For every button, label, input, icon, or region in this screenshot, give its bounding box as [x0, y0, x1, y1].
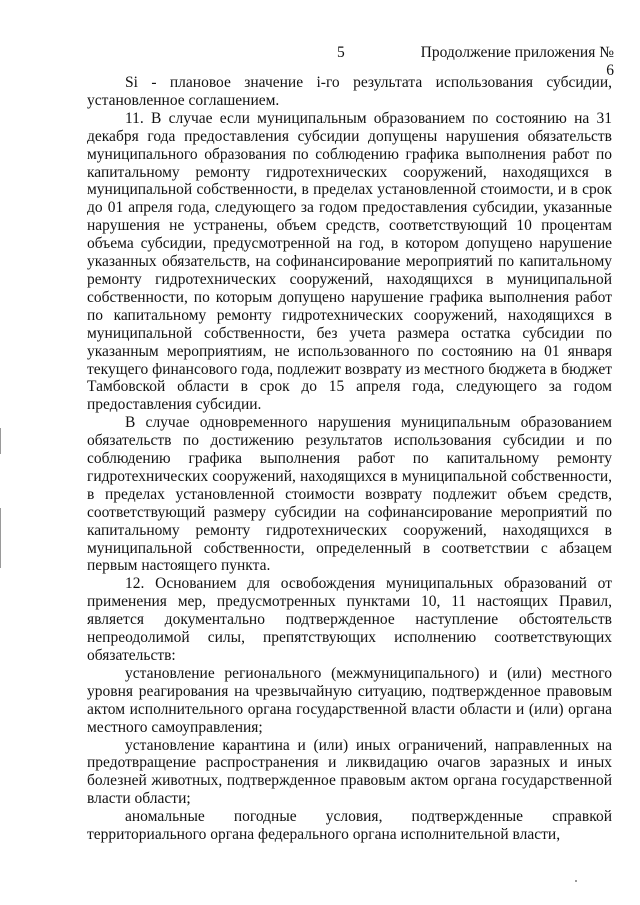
document-body — [87, 74, 612, 844]
paragraph-formula-definition: Si - плановое значение i-го результата использования субсидии, установленное соглашением. — [87, 74, 612, 109]
page-number: 5 — [337, 44, 345, 61]
paragraph-clause-12: 12. Основанием для освобождения муниципальных образований от применения мер, предусмотренных пунктами 10, 11 настоящих Правил, является документально подтвержденное наступление обстоятельств непреодолимой силы, препятствующих исполнению соответствующих обязательств: — [87, 575, 612, 664]
paragraph-quarantine: установление карантина и (или) иных ограничений, направленных на предотвращение распространения и ликвидацию очагов заразных и иных болезней животных, подтвержденное правовым актом органа государственной власти области; — [87, 736, 612, 808]
scan-dust-mark — [575, 880, 577, 882]
paragraph-emergency-response: установление регионального (межмуниципального) и (или) местного уровня реагирования на чрезвычайную ситуацию, подтвержденное правовым актом исполнительного органа государственной власти области и (или) органа местного самоуправления; — [87, 664, 612, 736]
paragraph-clause-11: 11. В случае если муниципальным образованием по состоянию на 31 декабря года предоставления субсидии допущены нарушения обязательств муниципального образования по соблюдению графика выполнения работ по капитальному ремонту гидротехнических сооружений, находящихся в муниципальной собственности, в пределах установленной стоимости, и в срок до 01 апреля года, следующего за годом предоставления субсидии, указанные нарушения не устранены, объем средств, соответствующий 10 процентам объема субсидии, предусмотренной на год, в котором допущено нарушение указанных обязательств, на софинансирование мероприятий по капитальному ремонту гидротехнических сооружений, находящихся в муниципальной собственности, по которым допущено нарушение графика выполнения работ по капитальному ремонту гидротехнических сооружений, находящихся в муниципальной собственности, без учета размера остатка субсидии по указанным мероприятиям, не использованного по состоянию на 01 января текущего финансового года, подлежит возврату из местного бюджета в бюджет Тамбовской области в срок до 15 апреля года, следующего за годом предоставления субсидии. — [87, 109, 612, 414]
scan-edge-mark — [0, 508, 1, 568]
paragraph-weather-conditions: аномальные погодные условия, подтвержденные справкой территориального органа федерального органа исполнительной власти, — [87, 808, 612, 844]
scan-edge-mark — [0, 428, 1, 454]
running-header: Продолжение приложения № 6 — [420, 44, 614, 79]
paragraph-simultaneous-violation: В случае одновременного нарушения муниципальным образованием обязательств по достижению результатов использования субсидии и по соблюдению графика выполнения работ по капитальному ремонту гидротехнических сооружений, находящихся в муниципальной собственности, в пределах установленной стоимости возврату подлежит объем средств, соответствующий размеру субсидии на софинансирование мероприятий по капитальному ремонту гидротехнических сооружений, находящихся в муниципальной собственности, определенный в соответствии с абзацем первым настоящего пункта. — [87, 414, 612, 575]
